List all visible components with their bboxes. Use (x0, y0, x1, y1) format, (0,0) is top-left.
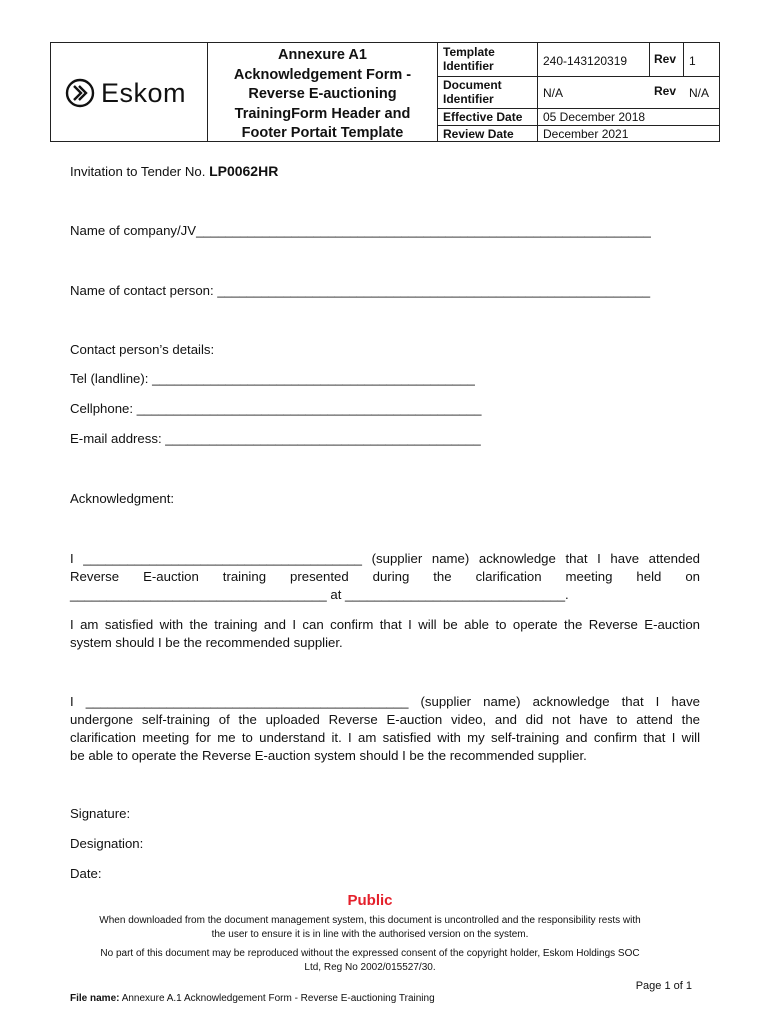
title-line: Annexure A1 (278, 47, 367, 63)
cellphone-field: Cellphone: _______________________________________________ (70, 401, 482, 416)
paragraph-line: ___________________________________ at ______________________________. (70, 587, 569, 602)
file-name-label: File name: (70, 993, 120, 1004)
paragraph-line: be able to operate the Reverse E-auction system should I be the recommended supplier. (70, 748, 587, 763)
template-identifier-value: 240-143120319 (543, 54, 628, 68)
paragraph-line: I ____________________________________________ (supplier name) acknowledge that I have (70, 694, 700, 709)
document-identifier-label: Document Identifier (443, 78, 502, 106)
notice-line: Ltd, Reg No 2002/015527/30. (304, 962, 436, 973)
uncontrolled-notice (40, 914, 700, 942)
eskom-logo-icon (65, 78, 95, 108)
table-divider (437, 43, 438, 141)
self-training-paragraph (70, 693, 700, 765)
contact-details-heading: Contact person’s details: (70, 342, 215, 357)
document-title (208, 46, 437, 144)
title-line: TrainingForm Header and (234, 105, 411, 122)
notice-line: the user to ensure it is in line with the authorised version on the system. (211, 929, 529, 940)
notice-line: No part of this document may be reproduced without the expressed consent of the copyright holder, Eskom Holdings SOC (100, 948, 640, 959)
table-divider (683, 43, 684, 77)
tel-field: Tel (landline): ____________________________________________ (70, 371, 475, 386)
title-line: Footer Portait Template (241, 125, 404, 141)
review-date-value: December 2021 (543, 127, 629, 141)
page-number: Page 1 of 1 (635, 980, 692, 992)
signature-label: Signature: (70, 806, 131, 821)
paragraph-line: Reverse E-auction training presented during the clarification meeting held on (70, 569, 700, 584)
tender-prefix: Invitation to Tender No. (70, 164, 206, 179)
paragraph-line: clarification meeting for me to understand it. I am satisfied with my self-training and confirm that I will (70, 730, 700, 745)
copyright-notice (40, 947, 700, 975)
logo-wordmark: Eskom (101, 77, 187, 108)
paragraph-line: I am satisfied with the training and I can confirm that I will be able to operate the Reverse E-auction (70, 617, 700, 632)
paragraph-line: I ______________________________________ (supplier name) acknowledge that I have attended (70, 551, 700, 566)
eskom-logo (65, 73, 205, 113)
review-date-label: Review Date (443, 127, 514, 141)
rev-label: Rev (654, 52, 677, 66)
rev2-value: N/A (689, 86, 710, 100)
notice-line: When downloaded from the document management system, this document is uncontrolled and the responsibility rests with (99, 915, 641, 926)
satisfied-paragraph (70, 616, 700, 652)
file-name-value: Annexure A.1 Acknowledgement Form - Reverse E-auctioning Training (121, 993, 435, 1004)
effective-date-label: Effective Date (443, 110, 523, 124)
table-divider (649, 43, 650, 77)
table-divider (437, 125, 719, 126)
designation-label: Designation: (70, 836, 144, 851)
document-identifier-value: N/A (543, 86, 564, 100)
template-identifier-label: Template Identifier (443, 45, 495, 73)
date-label: Date: (70, 866, 102, 881)
paragraph-line: undergone self-training of the uploaded Reverse E-auction video, and did not have to attend the (70, 712, 700, 727)
paragraph-line: system should I be the recommended supplier. (70, 635, 343, 650)
acknowledgment-heading: Acknowledgment: (70, 491, 175, 506)
rev-value: 1 (689, 54, 696, 68)
document-header-table (50, 42, 720, 142)
title-line: Reverse E-auctioning (248, 86, 397, 102)
tender-line (70, 163, 278, 179)
file-name (70, 993, 435, 1004)
classification-label: Public (347, 892, 393, 909)
table-divider (537, 43, 538, 141)
title-line: Acknowledgement Form - (233, 66, 412, 83)
contact-person-field: Name of contact person: ___________________________________________________________ (70, 283, 651, 298)
email-field: E-mail address: ___________________________________________ (70, 431, 481, 446)
effective-date-value: 05 December 2018 (543, 110, 646, 124)
table-divider (437, 76, 719, 77)
tender-number: LP0062HR (209, 163, 279, 179)
rev2-label: Rev (654, 84, 677, 98)
attended-training-paragraph (70, 550, 700, 604)
table-divider (437, 108, 719, 109)
company-name-field: Name of company/JV______________________________________________________________ (70, 223, 651, 238)
